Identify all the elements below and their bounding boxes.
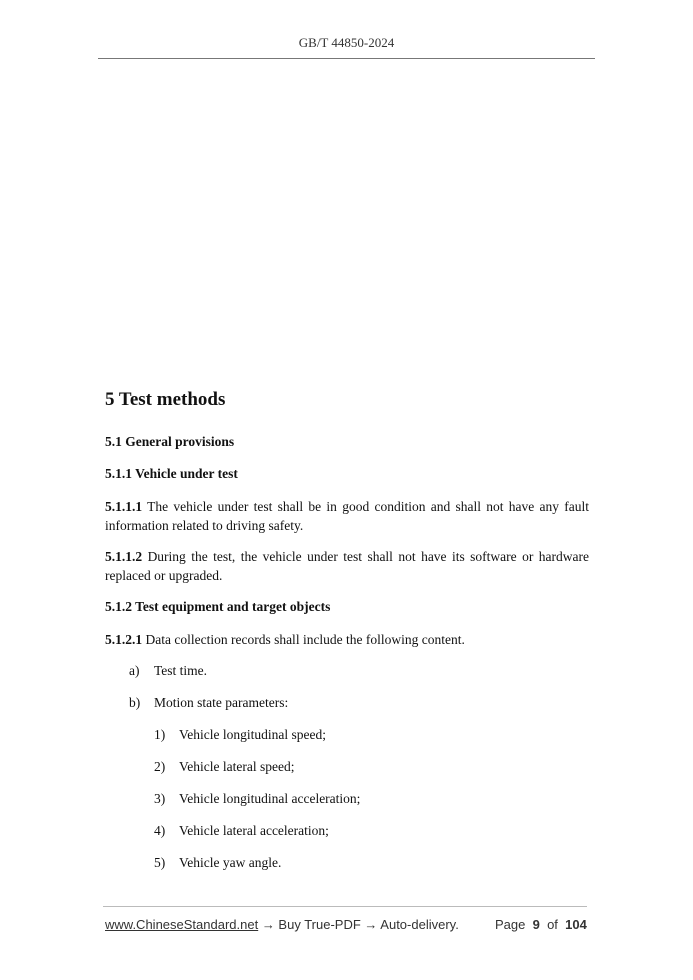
list-marker: 3) bbox=[154, 791, 166, 806]
paragraph-5-1-2-1 bbox=[105, 630, 589, 649]
subsection-5-1-2-heading: 5.1.2 Test equipment and target objects bbox=[105, 599, 331, 614]
clause-text: The vehicle under test shall be in good condition and shall not have any fault information related to driving safety. bbox=[105, 499, 589, 533]
page-label: Page bbox=[495, 917, 526, 932]
clause-text: During the test, the vehicle under test shall not have its software or hardware replaced or upgraded. bbox=[105, 549, 589, 583]
footer-tagline: → Buy True-PDF → Auto-delivery. bbox=[258, 917, 459, 932]
list-item bbox=[129, 695, 288, 711]
subsection-5-1-1-heading: 5.1.1 Vehicle under test bbox=[105, 466, 238, 481]
sublist-item bbox=[154, 855, 281, 871]
header-divider bbox=[98, 58, 595, 59]
page-indicator bbox=[495, 917, 587, 932]
section-title: 5 Test methods bbox=[105, 389, 226, 410]
footer-divider bbox=[103, 906, 587, 907]
list-marker: 5) bbox=[154, 855, 166, 870]
website-link[interactable]: www.ChineseStandard.net bbox=[105, 917, 259, 932]
list-marker: 1) bbox=[154, 727, 166, 742]
list-text: Motion state parameters: bbox=[154, 695, 289, 710]
clause-text: Data collection records shall include the following content. bbox=[142, 632, 465, 647]
list-text: Vehicle longitudinal acceleration; bbox=[179, 791, 361, 806]
current-page-number: 9 bbox=[532, 917, 540, 932]
paragraph-5-1-1-1 bbox=[105, 497, 589, 535]
clause-number: 5.1.1.2 bbox=[105, 549, 143, 564]
sublist-item bbox=[154, 727, 326, 743]
list-text: Vehicle lateral speed; bbox=[179, 759, 295, 774]
footer-left bbox=[105, 917, 459, 932]
total-page-count: 104 bbox=[565, 917, 587, 932]
list-marker: 2) bbox=[154, 759, 166, 774]
list-text: Vehicle lateral acceleration; bbox=[179, 823, 329, 838]
list-marker: a) bbox=[129, 663, 140, 678]
list-text: Vehicle yaw angle. bbox=[179, 855, 282, 870]
sublist-item bbox=[154, 759, 294, 775]
subsection-5-1-heading: 5.1 General provisions bbox=[105, 434, 235, 449]
clause-number: 5.1.2.1 bbox=[105, 632, 143, 647]
clause-number: 5.1.1.1 bbox=[105, 499, 143, 514]
of-label: of bbox=[547, 917, 558, 932]
list-text: Vehicle longitudinal speed; bbox=[179, 727, 326, 742]
list-marker: b) bbox=[129, 695, 141, 710]
paragraph-5-1-1-2 bbox=[105, 547, 589, 585]
header-standard-id: GB/T 44850-2024 bbox=[298, 35, 395, 50]
sublist-item bbox=[154, 823, 329, 839]
list-text: Test time. bbox=[154, 663, 208, 678]
list-marker: 4) bbox=[154, 823, 166, 838]
list-item bbox=[129, 663, 207, 679]
sublist-item bbox=[154, 791, 360, 807]
